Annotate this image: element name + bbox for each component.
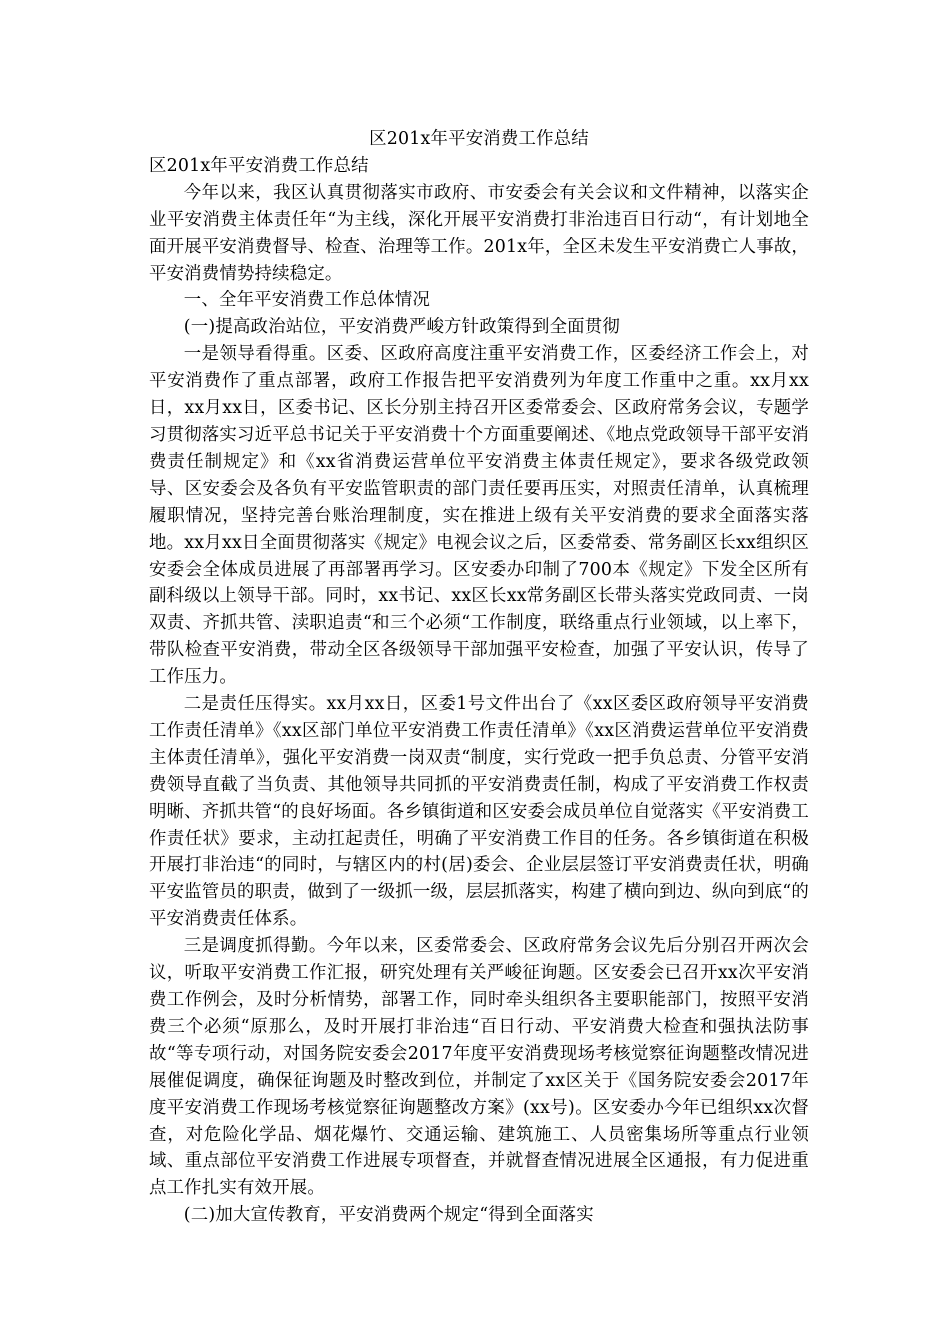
paragraph-leadership: 一是领导看得重。区委、区政府高度注重平安消费工作，区委经济工作会上，对平安消费作了重点部署，政府工作报告把平安消费列为年度工作重中之重。xx月xx日，xx月xx日，区委书记、区长分别主持召开区委常委会、区政府常务会议，专题学习贯彻落实习近平总书记关于平安消费十个方面重要阐述、《地点党政领导干部平安消费责任制规定》和《xx省消费运营单位平安消费主体责任规定》，要求各级党政领导、区安委会及各负有平安监管职责的部门责任要再压实，对照责任清单，认真梳理履职情况，坚持完善台账治理制度，实在推进上级有关平安消费的要求全面落实落地。xx月xx日全面贯彻落实《规定》电视会议之后，区委常委、常务副区长xx组织区安委会全体成员进展了再部署再学习。区安委办印制了700本《规定》下发全区所有副科级以上领导干部。同时，xx书记、xx区长xx常务副区长带头落实党政同责、一岗双责、齐抓共管、渎职追责“和三个必须“工作制度，联络重点行业领域，以上率下，带队检查平安消费，带动全区各级领导干部加强平安检查，加强了平安认识，传导了工作压力。 (149, 344, 809, 688)
section-heading-1: 一、全年平安消费工作总体情况 (183, 290, 431, 311)
paragraph-responsibility: 二是责任压得实。xx月xx日，区委1号文件出台了《xx区委区政府领导平安消费工作责任清单》《xx区部门单位平安消费工作责任清单》《xx区消费运营单位平安消费主体责任清单》，强化平安消费一岗双责“制度，实行党政一把手负总责、分管平安消费领导直截了当负责、其他领导共同抓的平安消费责任制，构成了平安消费工作权责明晰、齐抓共管“的良好场面。各乡镇街道和区安委会成员单位自觉落实《平安消费工作责任状》要求，主动扛起责任，明确了平安消费工作目的任务。各乡镇街道在积极开展打非治违“的同时，与辖区内的村(居)委会、企业层层签订平安消费责任状，明确平安监管员的职责，做到了一级抓一级，层层抓落实，构建了横向到边、纵向到底“的平安消费责任体系。 (149, 694, 809, 930)
subsection-heading-2: (二)加大宣传教育，平安消费两个规定“得到全面落实 (183, 1205, 594, 1226)
document-subtitle: 区201x年平安消费工作总结 (149, 155, 369, 176)
paragraph-intro: 今年以来，我区认真贯彻落实市政府、市安委会有关会议和文件精神，以落实企业平安消费主体责任年“为主线，深化开展平安消费打非治违百日行动“，有计划地全面开展平安消费督导、检查、治理等工作。201x年，全区未发生平安消费亡人事故，平安消费情势持续稳定。 (149, 182, 809, 284)
document-body (149, 126, 809, 1229)
subsection-heading-1: (一)提高政治站位，平安消费严峻方针政策得到全面贯彻 (183, 317, 620, 338)
document-title: 区201x年平安消费工作总结 (369, 129, 589, 149)
paragraph-scheduling: 三是调度抓得勤。今年以来，区委常委会、区政府常务会议先后分别召开两次会议，听取平安消费工作汇报，研究处理有关严峻征询题。区安委会已召开xx次平安消费工作例会，及时分析情势，部署工作，同时牵头组织各主要职能部门，按照平安消费三个必须“原那么，及时开展打非治违“百日行动、平安消费大检查和强执法防事故“等专项行动，对国务院安委会2017年度平安消费现场考核觉察征询题整改情况进展催促调度，确保征询题及时整改到位，并制定了xx区关于《国务院安委会2017年度平安消费工作现场考核觉察征询题整改方案》(xx号)。区安委办今年已组织xx次督查，对危险化学品、烟花爆竹、交通运输、建筑施工、人员密集场所等重点行业领域、重点部位平安消费工作进展专项督查，并就督查情况进展全区通报，有力促进重点工作扎实有效开展。 (149, 936, 809, 1199)
